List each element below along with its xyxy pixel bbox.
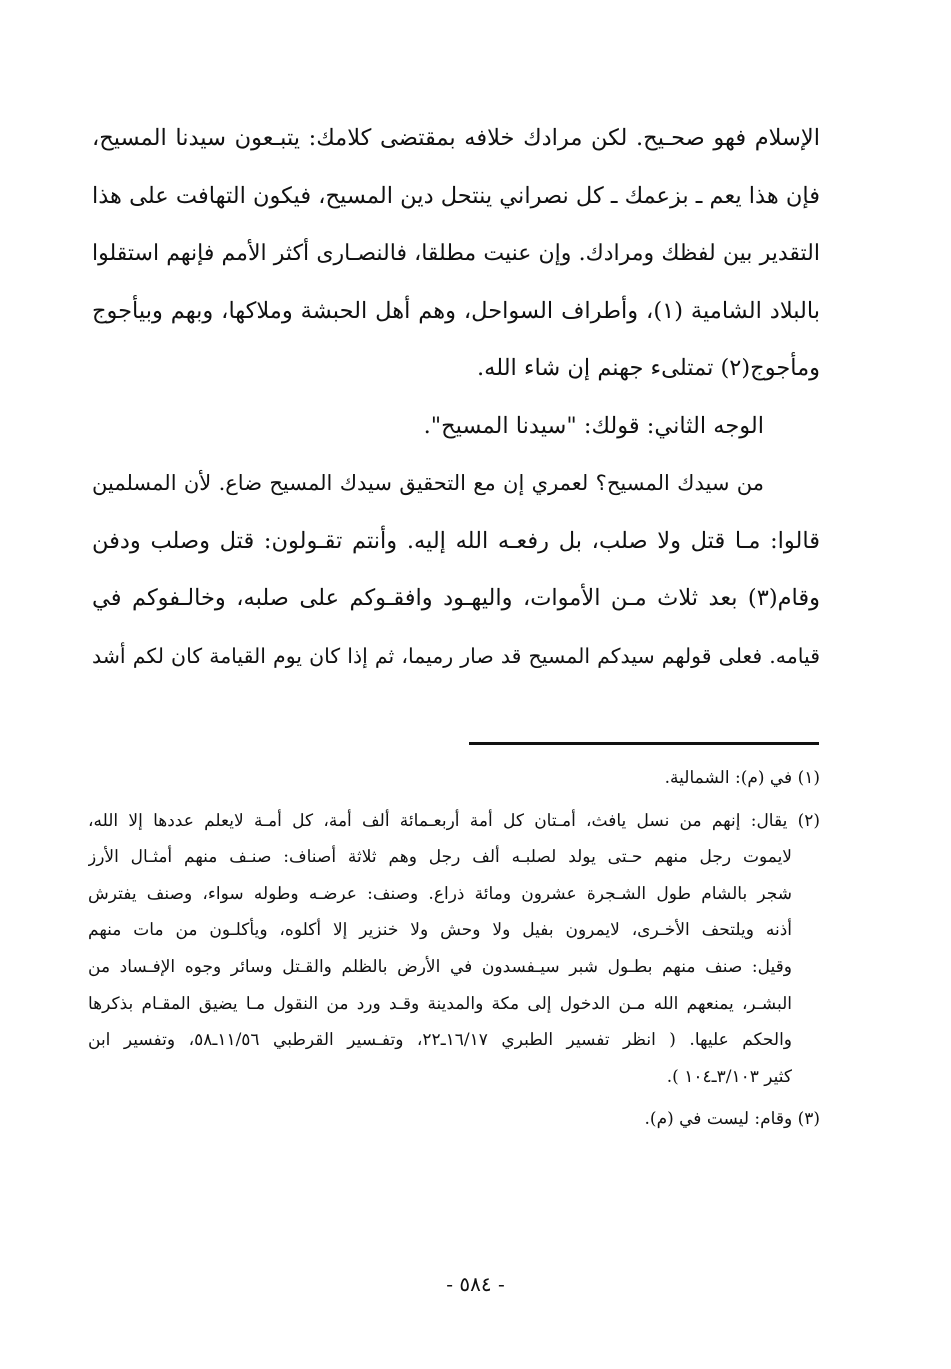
body-line: ومأجوج(٢) تمتلىء جهنم إن شاء الله. (477, 355, 820, 381)
footnote-separator (469, 742, 819, 745)
body-line: الإسلام فهو صحـيح. لكن مرادك خلافه بمقتضى كلامك: يتبـعون سيدنا المسيح، (92, 125, 820, 151)
footnote-2-line: لايموت رجل منهم حـتى يولد لصلبـه ألف رجل وهم ثلاثة أصناف: صنـف منهم أمثـال الأرز (88, 847, 792, 868)
footnote-2-line: والحكم عليها. ( انظر تفسير الطبري ١٦/١٧ـ٢٢، وتفـسير القرطبي ١١/٥٦ـ٥٨، وتفسير ابن (88, 1030, 793, 1051)
footnote-2-line: (٢) يقال: إنهم من نسل يافث، أمـتان كل أمة أربعـمائة ألف أمة، كل أمـة لايعلم عددها إلا الله، (88, 810, 820, 831)
body-line: فإن هذا يعم ـ بزعمك ـ كل نصراني ينتحل دين المسيح، فيكون التهافت على هذا (92, 182, 820, 209)
section-heading: الوجه الثاني: قولك: "سيدنا المسيح". (423, 412, 764, 439)
footnote-2-line: وقيل: صنف منهم بطـول شبر سيـفسدون في الأرض بالظلم والقـتل وسائر وجوه الإفـساد من (88, 956, 792, 977)
main-text-block (92, 110, 820, 685)
footnote-1: (١) في (م): الشمالية. (664, 768, 820, 788)
footnote-2-line: كثير ٣/١٠٣ـ١٠٤ ). (666, 1066, 792, 1087)
page-number: - ٥٨٤ - (446, 1272, 505, 1296)
body-line: التقدير بين لفظك ومرادك. وإن عنيت مطلقا، فالنصـارى أكثر الأمم فإنهم استقلوا (92, 241, 820, 266)
body-line: وقام(٣) بعد ثلاث مـن الأموات، واليهـود وافقـوكم على صلبه، وخالـفوكم في (92, 585, 820, 611)
footnotes-block (88, 760, 820, 1138)
footnote-2-line: شجر بالشام طول الشـجرة عشرون ومائة ذراع. وصنف: عرضـه وطوله سواء، وصنف يفترش (88, 883, 792, 904)
footnote-3: (٣) وقام: ليست في (م). (644, 1109, 820, 1130)
body-line: من سيدك المسيح؟ لعمري إن مع التحقيق سيدك المسيح ضاع. لأن المسلمين (92, 471, 764, 495)
footnote-2-line: أذنه ويلتحف الأخـرى، لايمرون بفيل ولا وحش ولا خنزير إلا أكلوه، ويأكلـون من مات منهم (88, 920, 792, 941)
body-line: قالوا: مـا قتل ولا صلب، بل رفعـه الله إليه. وأنتم تقـولون: قتل وصلب ودفن (92, 527, 820, 554)
body-line: بالبلاد الشامية (١)، وأطراف السواحل، وهم أهل الحبشة وملاكها، وبهم وبيأجوج (92, 297, 820, 324)
footnote-2-line: البشـر، يمنعهم الله مـن الدخول إلى مكة والمدينة وقـد ورد من النقول مـا يضيق المقـام بذكرها (88, 993, 792, 1014)
body-line: قيامه. فعلى قولهم سيدكم المسيح قد صار رميما، ثم إذا كان يوم القيامة كان لكم أشد (92, 643, 820, 668)
